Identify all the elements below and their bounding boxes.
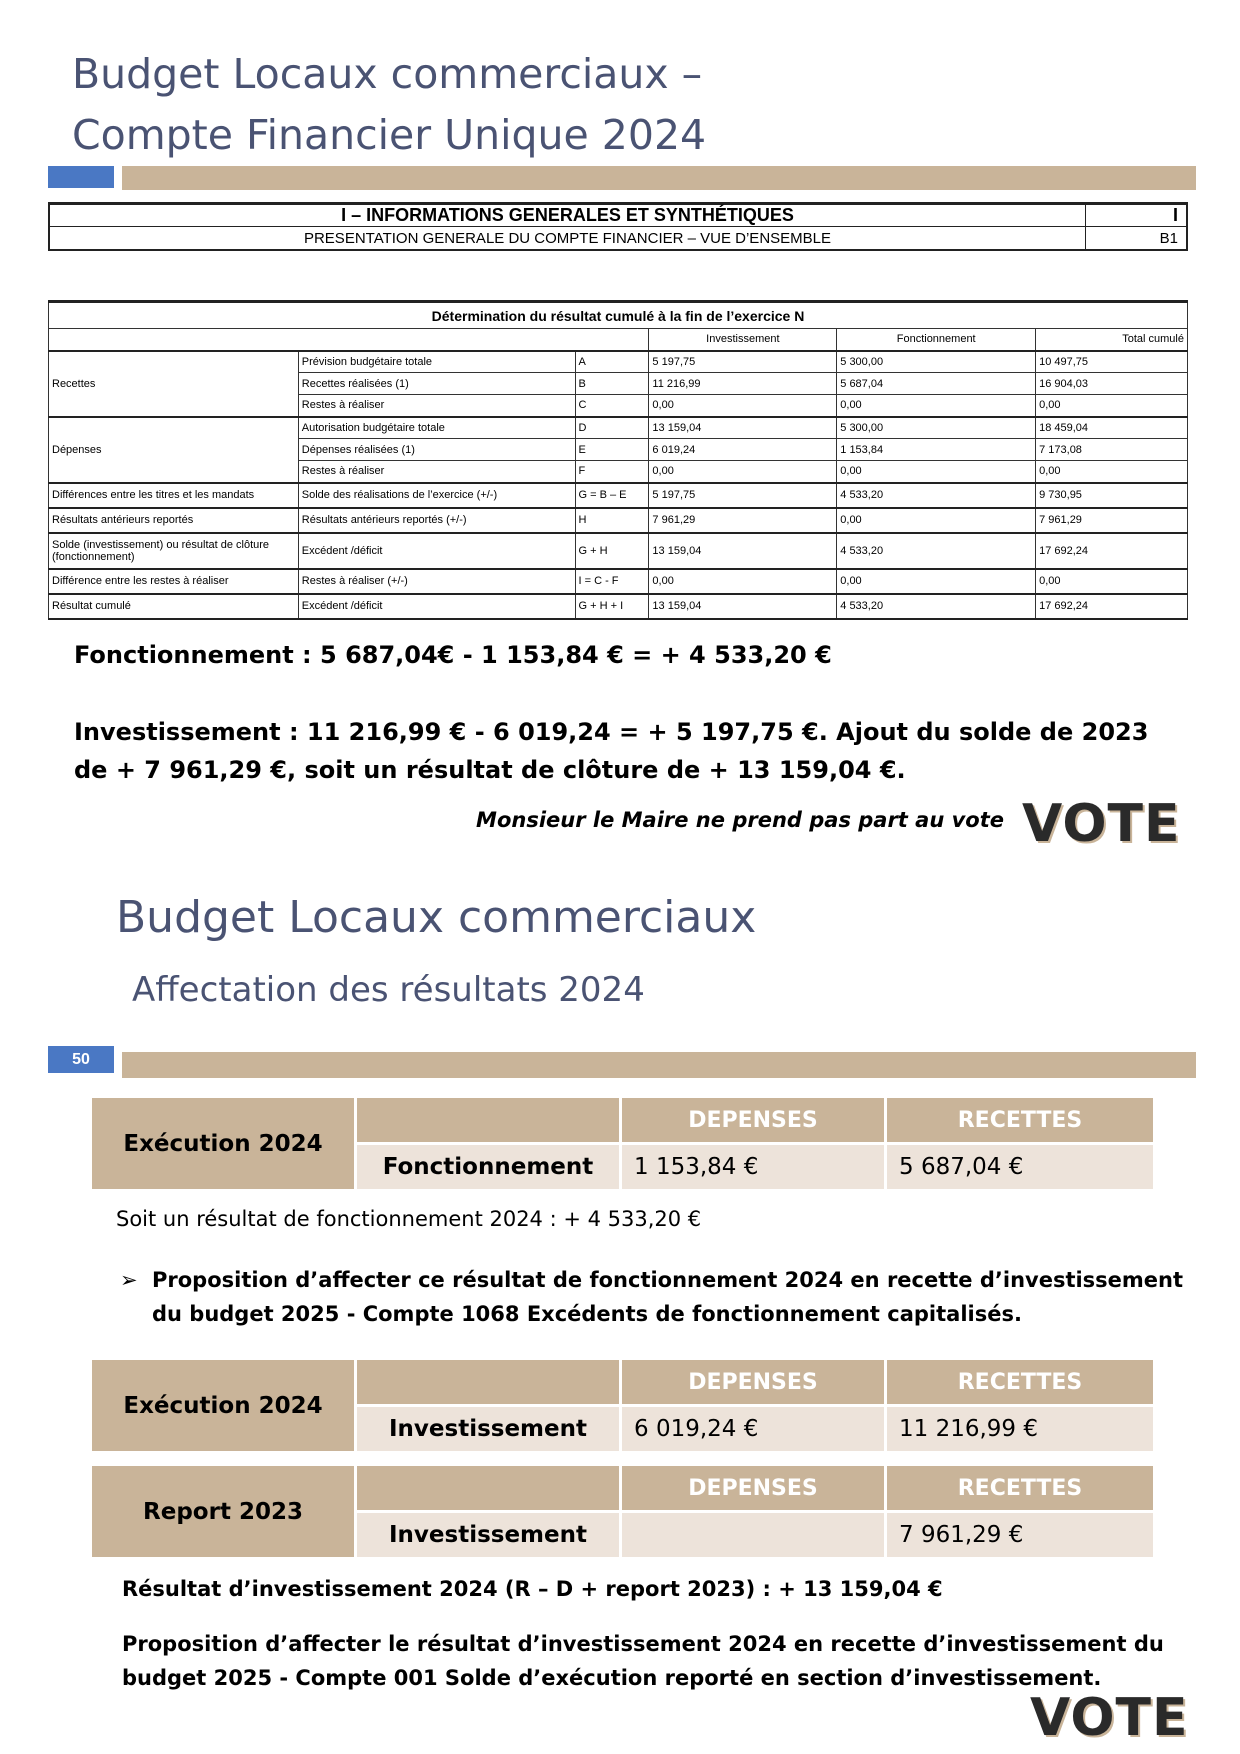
investissement-calculation-line-1: Investissement : 11 216,99 € - 6 019,24 = + 5 197,75 €. Ajout du solde de 2023 [74,718,1149,746]
cell-total: 10 497,75 [1036,351,1188,373]
row-group-label: Différences entre les titres et les mandats [49,483,299,508]
section-label: Fonctionnement [357,1145,619,1189]
cell-total: 9 730,95 [1036,483,1188,508]
cell-investissement: 13 159,04 [649,417,837,439]
column-header: Fonctionnement [837,329,1036,351]
row-code: G + H [575,533,649,569]
cell-fonctionnement: 4 533,20 [837,533,1036,569]
row-code: D [575,417,649,439]
proposition-2-line-1: Proposition d’affecter le résultat d’investissement 2024 en recette d’investissement du [122,1632,1164,1656]
row-label: Exécution 2024 [92,1098,354,1189]
vote-stamp: VOTE [1030,1688,1189,1748]
section-header-title: I – INFORMATIONS GENERALES ET SYNTHÉTIQUES [50,205,1086,227]
cell-investissement: 0,00 [649,461,837,483]
section-label: Investissement [357,1407,619,1451]
cell-investissement: 13 159,04 [649,533,837,569]
page-title [72,44,706,166]
section-header-code-b1: B1 [1159,229,1178,247]
proposition-1-line-1: Proposition d’affecter ce résultat de fonctionnement 2024 en recette d’investissement [152,1268,1184,1292]
section-header-box [48,202,1188,251]
row-code: B [575,373,649,395]
table-row [49,417,1188,439]
proposition-2-line-2: budget 2025 - Compte 001 Solde d’exécution reporté en section d’investissement. [122,1666,1102,1690]
row-label: Autorisation budgétaire totale [298,417,575,439]
cell-total: 17 692,24 [1036,594,1188,619]
cell-fonctionnement: 5 300,00 [837,417,1036,439]
recettes-value: 7 961,29 € [887,1513,1153,1557]
cell-investissement: 13 159,04 [649,594,837,619]
title-line-2: Compte Financier Unique 2024 [72,111,707,159]
section-title: Budget Locaux commerciaux [116,892,757,943]
execution-investissement-table [92,1360,1144,1451]
accent-bar-blue [48,166,114,188]
table-row [49,569,1188,594]
row-label: Report 2023 [92,1466,354,1557]
result-investissement: Résultat d’investissement 2024 (R – D + report 2023) : + 13 159,04 € [122,1577,943,1601]
table-row [49,594,1188,619]
cell-fonctionnement: 0,00 [837,508,1036,533]
cell-total: 0,00 [1036,461,1188,483]
cell-total: 7 173,08 [1036,439,1188,461]
table-row [49,483,1188,508]
column-header: Investissement [649,329,837,351]
row-label: Restes à réaliser [298,461,575,483]
row-group-label: Dépenses [49,417,299,483]
row-code: I = C - F [575,569,649,594]
investissement-calculation-line-2: de + 7 961,29 €, soit un résultat de clôture de + 13 159,04 €. [74,756,906,784]
depenses-value [622,1513,884,1557]
header-recettes: RECETTES [887,1360,1153,1404]
header-depenses: DEPENSES [622,1360,884,1404]
row-label: Recettes réalisées (1) [298,373,575,395]
cell-total: 17 692,24 [1036,533,1188,569]
cell-fonctionnement: 5 687,04 [837,373,1036,395]
execution-fonctionnement-table [92,1098,1144,1189]
cell-fonctionnement: 0,00 [837,461,1036,483]
row-group-label: Solde (investissement) ou résultat de clôture (fonctionnement) [49,533,299,569]
row-label: Restes à réaliser [298,395,575,417]
table-caption: Détermination du résultat cumulé à la fin de l’exercice N [49,302,1188,329]
table-row [49,351,1188,373]
cell-fonctionnement: 4 533,20 [837,594,1036,619]
proposition-1 [120,1263,1183,1331]
cell-fonctionnement: 0,00 [837,569,1036,594]
row-label: Exécution 2024 [92,1360,354,1451]
cell-total: 16 904,03 [1036,373,1188,395]
section-header-subtitle: PRESENTATION GENERALE DU COMPTE FINANCIER – VUE D’ENSEMBLE [50,227,1086,249]
cell-investissement: 0,00 [649,395,837,417]
row-code: H [575,508,649,533]
page-number: 50 [48,1046,114,1073]
recettes-value: 5 687,04 € [887,1145,1153,1189]
row-code: A [575,351,649,373]
cell-investissement: 7 961,29 [649,508,837,533]
proposition-1-line-2: du budget 2025 - Compte 1068 Excédents de fonctionnement capitalisés. [152,1302,1022,1326]
row-code: G = B – E [575,483,649,508]
header-recettes: RECETTES [887,1466,1153,1510]
row-label: Excédent /déficit [298,594,575,619]
title-line-1: Budget Locaux commerciaux – [72,50,703,98]
proposition-2 [122,1627,1164,1695]
depenses-value: 6 019,24 € [622,1407,884,1451]
cell-total: 7 961,29 [1036,508,1188,533]
cell-fonctionnement: 0,00 [837,395,1036,417]
row-group-label: Résultats antérieurs reportés [49,508,299,533]
table-row [49,508,1188,533]
row-group-label: Résultat cumulé [49,594,299,619]
header-recettes: RECETTES [887,1098,1153,1142]
accent-bar-tan [122,1052,1196,1078]
row-label: Excédent /déficit [298,533,575,569]
result-fonctionnement: Soit un résultat de fonctionnement 2024 : + 4 533,20 € [116,1207,702,1231]
row-label: Résultats antérieurs reportés (+/-) [298,508,575,533]
arrow-bullet-icon: ➢ [120,1268,138,1292]
row-code: C [575,395,649,417]
cell-fonctionnement: 4 533,20 [837,483,1036,508]
row-label: Prévision budgétaire totale [298,351,575,373]
cell-investissement: 11 216,99 [649,373,837,395]
report-2023-table [92,1466,1144,1557]
fonctionnement-calculation: Fonctionnement : 5 687,04€ - 1 153,84 € = + 4 533,20 € [74,641,832,669]
cell-fonctionnement: 1 153,84 [837,439,1036,461]
header-depenses: DEPENSES [622,1098,884,1142]
cell-fonctionnement: 5 300,00 [837,351,1036,373]
cell-total: 18 459,04 [1036,417,1188,439]
row-group-label: Différence entre les restes à réaliser [49,569,299,594]
result-table [48,300,1188,620]
row-code: E [575,439,649,461]
cell-investissement: 6 019,24 [649,439,837,461]
cell-investissement: 0,00 [649,569,837,594]
accent-bar-tan [122,166,1196,190]
section-header-code: I [1086,205,1186,227]
row-code: F [575,461,649,483]
header-depenses: DEPENSES [622,1466,884,1510]
cell-total: 0,00 [1036,569,1188,594]
row-label: Dépenses réalisées (1) [298,439,575,461]
cell-total: 0,00 [1036,395,1188,417]
cell-investissement: 5 197,75 [649,351,837,373]
row-group-label: Recettes [49,351,299,417]
row-label: Solde des réalisations de l’exercice (+/-) [298,483,575,508]
row-code: G + H + I [575,594,649,619]
recettes-value: 11 216,99 € [887,1407,1153,1451]
section-label: Investissement [357,1513,619,1557]
maire-note: Monsieur le Maire ne prend pas part au vote [476,808,1004,832]
cell-investissement: 5 197,75 [649,483,837,508]
vote-stamp: VOTE [1022,794,1181,854]
section-subtitle: Affectation des résultats 2024 [132,970,645,1010]
row-label: Restes à réaliser (+/-) [298,569,575,594]
column-header: Total cumulé [1036,329,1188,351]
depenses-value: 1 153,84 € [622,1145,884,1189]
table-row [49,533,1188,569]
